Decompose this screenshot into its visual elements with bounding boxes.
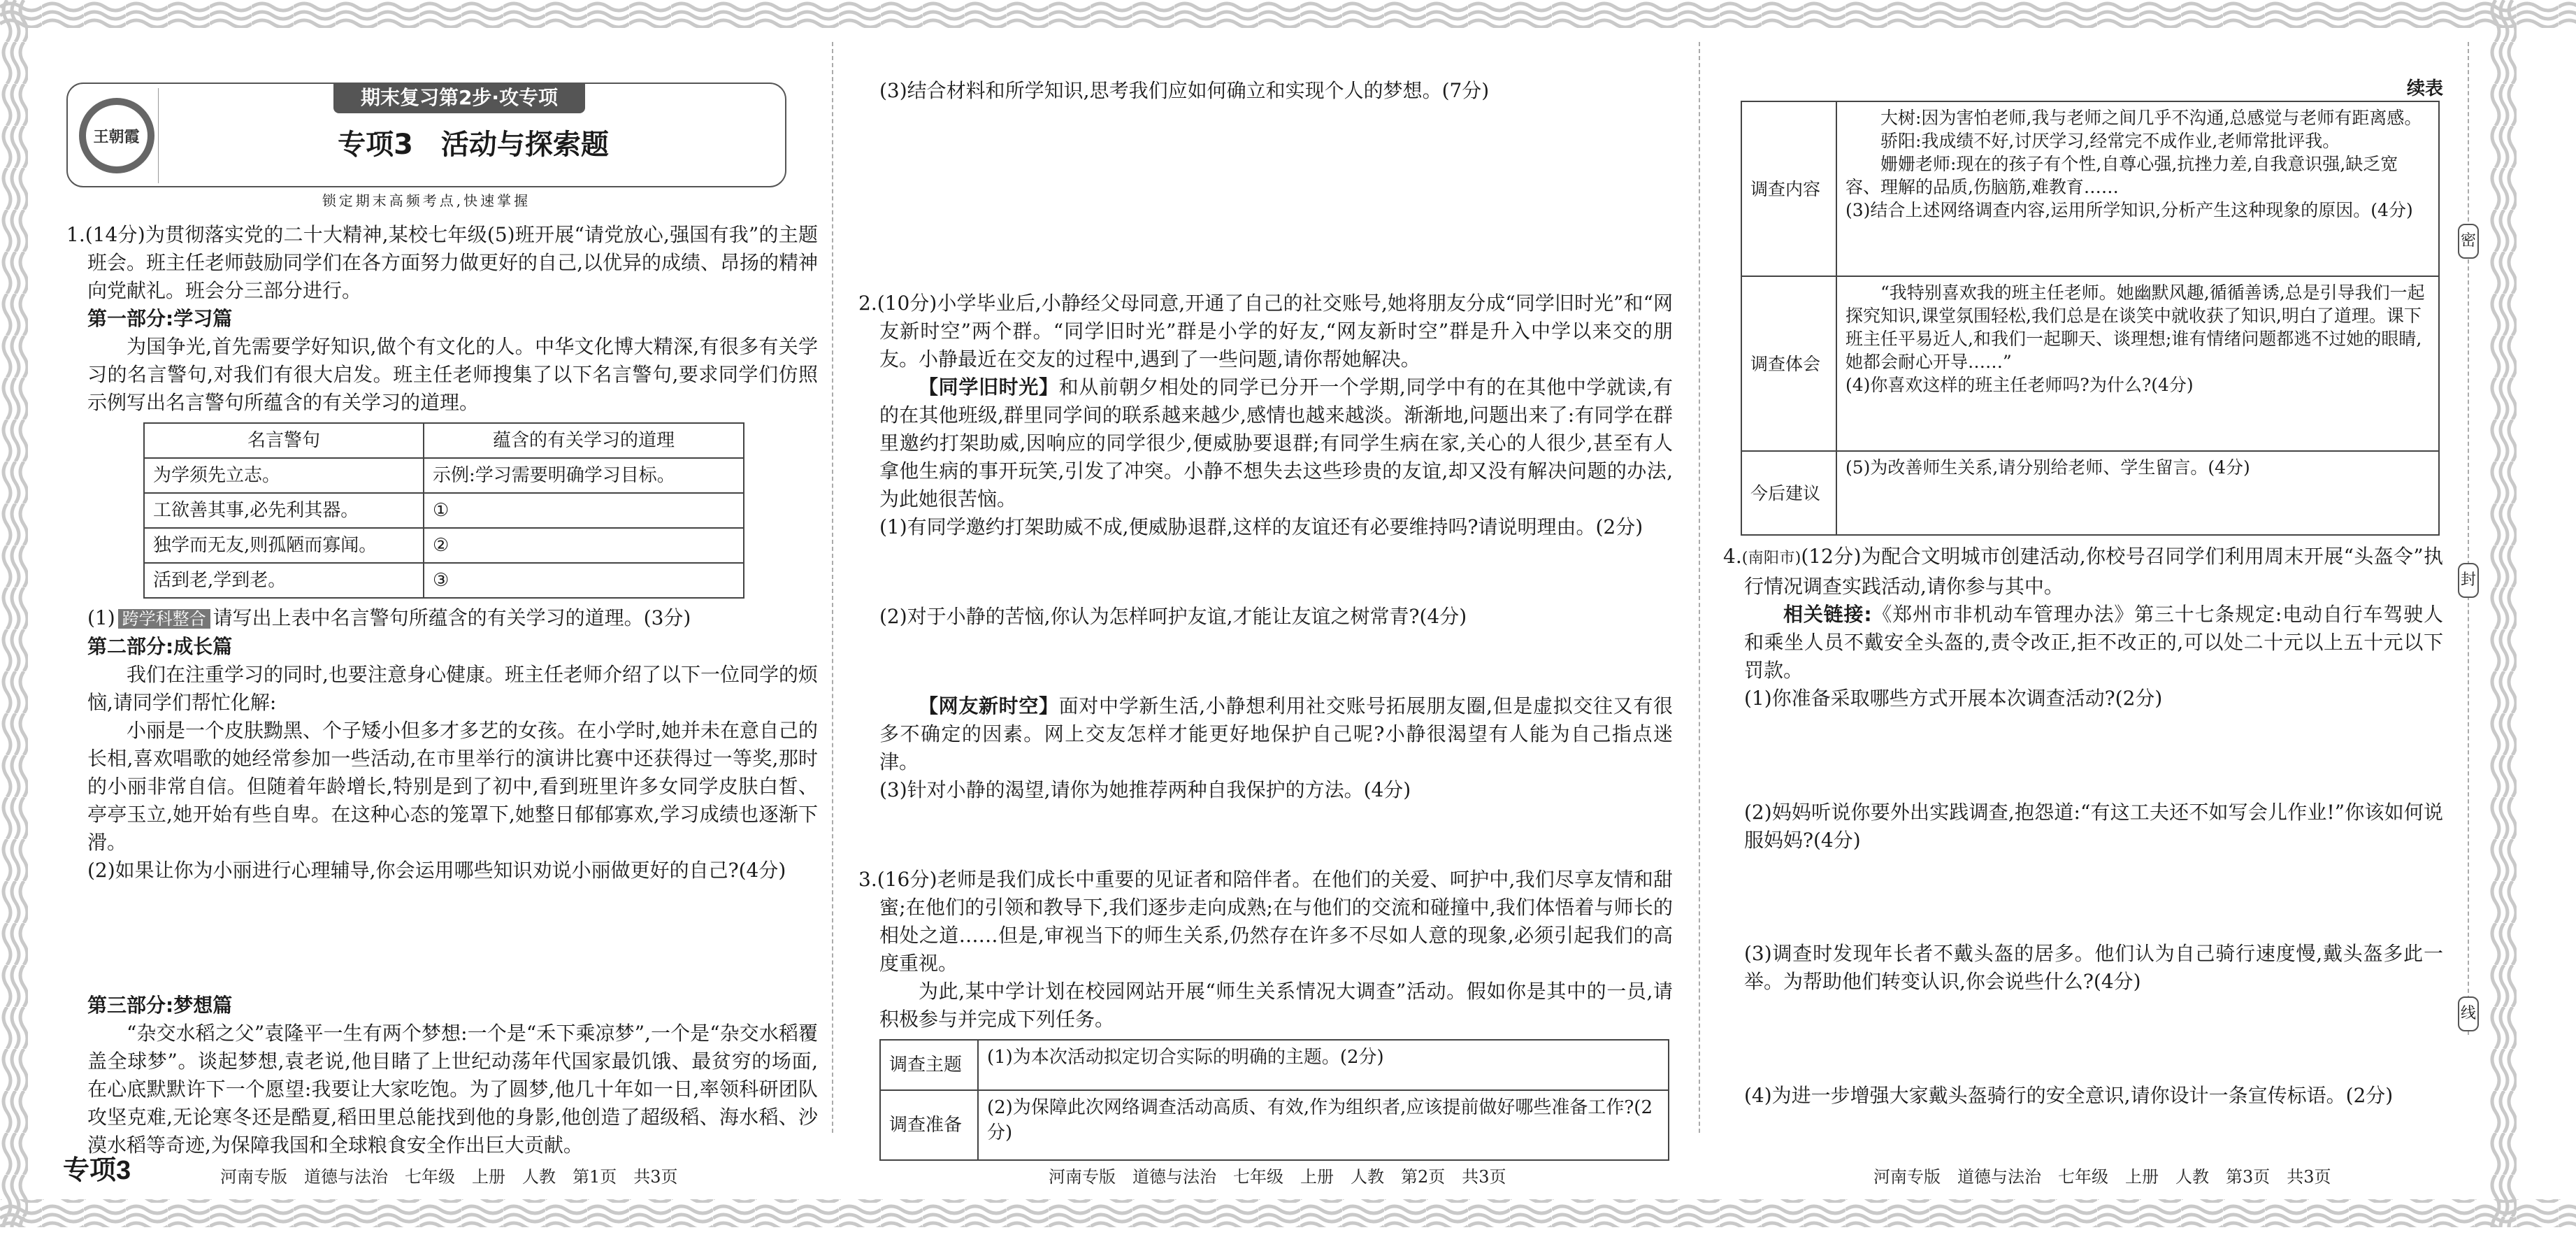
link-text: 《郑州市非机动车管理办法》第三十七条规定:电动自行车驾驶人和乘坐人员不戴安全头盔的,责令改正,拒不改正的,可以处二十元以上五十元以下罚款。 — [1744, 603, 2443, 682]
cross-subject-tag: 跨学科整合 — [118, 609, 210, 629]
part2-intro: 我们在注重学习的同时,也要注意身心健康。班主任老师介绍了以下一位同学的烦恼,请同学们帮忙化解: — [87, 663, 818, 714]
part3-title: 第三部分:梦想篇 — [87, 994, 233, 1017]
survey-content[interactable] — [1836, 451, 2439, 535]
question-4-sub1: (1)你准备采取哪些方式开展本次调查活动?(2分) — [1744, 687, 2163, 710]
region-tag: (南阳市) — [1741, 550, 1801, 567]
question-4-sub2: (2)妈妈听说你要外出实践调查,抱怨道:“有这工夫还不如写会儿作业!”你该如何说服妈妈?(4分) — [1744, 800, 2443, 852]
quote: 活到老,学到老。 — [144, 563, 424, 598]
quote: 为学须先立志。 — [144, 458, 424, 493]
logo — [75, 88, 159, 183]
answer-blank[interactable]: ③ — [424, 563, 744, 598]
answer-space[interactable] — [1723, 713, 2443, 799]
tagline: 锁定期末高频考点,快速掌握 — [322, 192, 531, 209]
page-footer: 河南专版 道德与法治 七年级 上册 人教 第3页 共3页 — [1873, 1167, 2331, 1187]
row-label: 今后建议 — [1741, 451, 1836, 535]
row-label: 调查主题 — [880, 1040, 978, 1090]
lesson: 示例:学习需要明确学习目标。 — [424, 458, 744, 493]
sub-number: (1) — [87, 606, 115, 629]
seal-xian: 线 — [2458, 996, 2479, 1031]
section-label: 【网友新时空】 — [919, 694, 1059, 717]
answer-blank[interactable]: ② — [424, 528, 744, 563]
q2-net-friends — [858, 692, 1673, 776]
question-4-sub3: (3)调查时发现年长者不戴头盔的居多。他们认为自己骑行速度慢,戴头盔多此一举。为帮助他们转变认识,你会说些什么?(4分) — [1744, 942, 2443, 993]
question-2-sub3: (3)针对小静的渴望,请你为她推荐两种自我保护的方法。(4分) — [879, 778, 1411, 801]
part2-story: 小丽是一个皮肤黝黑、个子矮小但多才多艺的女孩。在小学时,她并未在意自己的长相,喜欢唱歌的她经常参加一些活动,在市里举行的演讲比赛中还获得过一等奖,那时的小丽非常自信。但随着年龄增长,特别是到了初中,看到班里许多女同学皮肤白皙、亭亭玉立,她开始有些自卑。在这种心态的笼罩下,她整日郁郁寡欢,学习成绩也逐渐下滑。 — [87, 719, 818, 854]
answer-space[interactable] — [66, 885, 818, 992]
quote-line: “我特别喜欢我的班主任老师。她幽默风趣,循循善诱,总是引导我们一起探究知识,课堂氛围轻松,我们总是在谈笑中就收获了知识,明白了道理。课下班主任平易近人,和我们一起聊天、谈理想;谁有情绪问题都逃不过她的眼睛,她都会耐心开导……” — [1845, 283, 2425, 372]
quote-line: 骄阳:我成绩不好,讨厌学习,经常完不成作业,老师常批评我。 — [1880, 131, 2340, 151]
page-footer: 河南专版 道德与法治 七年级 上册 人教 第1页 共3页 — [220, 1167, 678, 1187]
part2-title: 第二部分:成长篇 — [87, 635, 233, 658]
answer-space[interactable] — [858, 631, 1673, 692]
section-text: 面对中学新生活,小静想利用社交账号拓展朋友圈,但是虚拟交往又有很多不确定的因素。网上交友怎样才能更好地保护自己呢?小静很渴望有人能为自己指点迷津。 — [879, 694, 1673, 773]
seal-mi: 密 — [2458, 224, 2479, 259]
stem-text: (12分)为配合文明城市创建活动,你校号召同学们利用周末开展“头盔令”执行情况调查实践活动,请你参与其中。 — [1744, 545, 2444, 598]
column-1 — [66, 83, 818, 1159]
answer-space[interactable] — [1723, 1110, 2443, 1161]
question-3-intro: 为此,某中学计划在校园网站开展“师生关系情况大调查”活动。假如你是其中的一员,请积极参与并完成下列任务。 — [879, 980, 1673, 1031]
part1-title: 第一部分:学习篇 — [87, 307, 233, 330]
question-1-sub3: (3)结合材料和所学知识,思考我们应如何确立和实现个人的梦想。(7分) — [879, 79, 1490, 102]
answer-space[interactable] — [858, 541, 1673, 603]
section-text: 和从前朝夕相处的同学已分开一个学期,同学中有的在其他中学就读,有的在其他班级,群里同学间的联系越来越少,感情也越来越淡。渐渐地,问题出来了:有同学在群里邀约打架助威,因响应的同学很少,便威胁要退群;有同学生病在家,关心的人很少,甚至有人拿他生病的事开玩笑,引发了冲突。小静不想失去这些珍贵的友谊,却又没有解决问题的办法,为此她很苦恼。 — [879, 376, 1673, 510]
answer-space[interactable] — [1723, 996, 2443, 1082]
survey-table — [879, 1039, 1669, 1161]
question-2-sub2: (2)对于小静的苦恼,你认为怎样呵护友谊,才能让友谊之树常青?(4分) — [879, 605, 1467, 628]
section-label: 【同学旧时光】 — [919, 376, 1059, 399]
sub-text: 请写出上表中名言警句所蕴含的有关学习的道理。(3分) — [213, 606, 691, 629]
logo-text: 王朝霞 — [79, 98, 154, 173]
part3-text: “杂交水稻之父”袁隆平一生有两个梦想:一个是“禾下乘凉梦”,一个是“杂交水稻覆盖全球梦”。谈起梦想,袁老说,他目睹了上世纪动荡年代国家最饥饿、最贫穷的场面,在心底默默许下一个愿望:我要让大家吃饱。为了圆梦,他几十年如一日,率领科研团队攻坚克难,无论寒冬还是酷夏,稻田里总能找到他的身影,他创造了超级稻、海水稻、沙漠水稻等奇迹,为保障我国和全球粮食安全作出巨大贡献。 — [87, 1022, 818, 1157]
step-banner: 期末复习第2步·攻专项 — [333, 83, 585, 113]
column-2 — [858, 77, 1673, 1161]
survey-table-continued — [1741, 101, 2440, 536]
q-number: 4. — [1723, 545, 1742, 568]
answer-space[interactable] — [858, 804, 1673, 866]
sub-question: (4)你喜欢这样的班主任老师吗?为什么?(4分) — [1845, 375, 2194, 395]
row-label: 调查内容 — [1741, 101, 1836, 276]
row-label: 调查准备 — [880, 1090, 978, 1160]
quotes-table — [143, 422, 744, 599]
survey-task[interactable]: (1)为本次活动拟定切合实际的明确的主题。(2分) — [978, 1040, 1669, 1090]
sub-question: (5)为改善师生关系,请分别给老师、学生留言。(4分) — [1845, 457, 2250, 478]
question-3-stem: 3.(16分)老师是我们成长中重要的见证者和陪伴者。在他们的关爱、呵护中,我们尽享友情和甜蜜;在他们的引领和教导下,我们逐步走向成熟;在与他们的交流和碰撞中,我们体悟着与师长的相处之道……但是,审视当下的师生关系,仍然存在许多不尽如人意的现象,必须引起我们的高度重视。 — [858, 868, 1673, 975]
seal-feng: 封 — [2458, 563, 2479, 598]
question-2-sub1: (1)有同学邀约打架助威不成,便威胁退群,这样的友谊还有必要维持吗?请说明理由。(2分) — [879, 515, 1643, 538]
quote: 独学而无友,则孤陋而寡闻。 — [144, 528, 424, 563]
column-divider — [832, 42, 833, 1133]
related-link — [1723, 601, 2443, 685]
header-box — [66, 83, 786, 187]
question-1-stem: 1.(14分)为贯彻落实党的二十大精神,某校七年级(5)班开展“请党放心,强国有我”的主题班会。班主任老师鼓励同学们在各方面努力做更好的自己,以优异的成绩、昂扬的精神向党献礼。班会分三部分进行。 — [66, 223, 818, 302]
survey-content[interactable] — [1836, 101, 2439, 276]
page-footer: 河南专版 道德与法治 七年级 上册 人教 第2页 共3页 — [1049, 1167, 1506, 1187]
row-label: 调查体会 — [1741, 276, 1836, 451]
q2-old-classmates — [858, 373, 1673, 513]
continued-label: 续表 — [2406, 78, 2443, 99]
column-divider — [1699, 42, 1700, 1133]
question-1-sub2: (2)如果让你为小丽进行心理辅导,你会运用哪些知识劝说小丽做更好的自己?(4分) — [87, 859, 786, 882]
question-1-sub1 — [66, 604, 818, 633]
sub-question: (3)结合上述网络调查内容,运用所学知识,分析产生这种现象的原因。(4分) — [1845, 200, 2413, 220]
question-4-sub4: (4)为进一步增强大家戴头盔骑行的安全意识,请你设计一条宣传标语。(2分) — [1744, 1083, 2394, 1107]
answer-blank[interactable]: ① — [424, 493, 744, 528]
survey-content[interactable] — [1836, 276, 2439, 451]
quote: 工欲善其事,必先利其器。 — [144, 493, 424, 528]
survey-task[interactable]: (2)为保障此次网络调查活动高质、有效,作为组织者,应该提前做好哪些准备工作?(2分) — [978, 1090, 1669, 1160]
question-4-stem — [1723, 543, 2443, 601]
answer-space[interactable] — [1723, 855, 2443, 941]
quote-line: 大树:因为害怕老师,我与老师之间几乎不沟通,总感觉与老师有距离感。 — [1880, 108, 2422, 128]
question-2-stem: 2.(10分)小学毕业后,小静经父母同意,开通了自己的社交账号,她将朋友分成“同学旧时光”和“网友新时空”两个群。“同学旧时光”群是小学的好友,“网友新时空”群是升入中学以来交的朋友。小静最近在交友的过程中,遇到了一些问题,请你帮她解决。 — [858, 292, 1673, 371]
part1-text: 为国争光,首先需要学好知识,做个有文化的人。中华文化博大精深,有很多有关学习的名言警句,对我们有很大启发。班主任老师搜集了以下名言警句,要求同学们仿照示例写出名言警句所蕴含的有关学习的道理。 — [87, 335, 818, 414]
binding-line — [2468, 42, 2469, 1035]
link-label: 相关链接: — [1783, 603, 1872, 626]
col-header: 名言警句 — [144, 423, 424, 458]
column-3 — [1723, 77, 2443, 1161]
col-header: 蕴含的有关学习的道理 — [424, 423, 744, 458]
answer-space[interactable] — [858, 105, 1673, 289]
quote-line: 姗姗老师:现在的孩子有个性,自尊心强,抗挫力差,自我意识强,缺乏宽容、理解的品质,伤脑筋,难教育…… — [1845, 154, 2398, 197]
page-title: 专项3 活动与探索题 — [338, 129, 609, 161]
section-corner-label: 专项3 — [63, 1156, 131, 1185]
